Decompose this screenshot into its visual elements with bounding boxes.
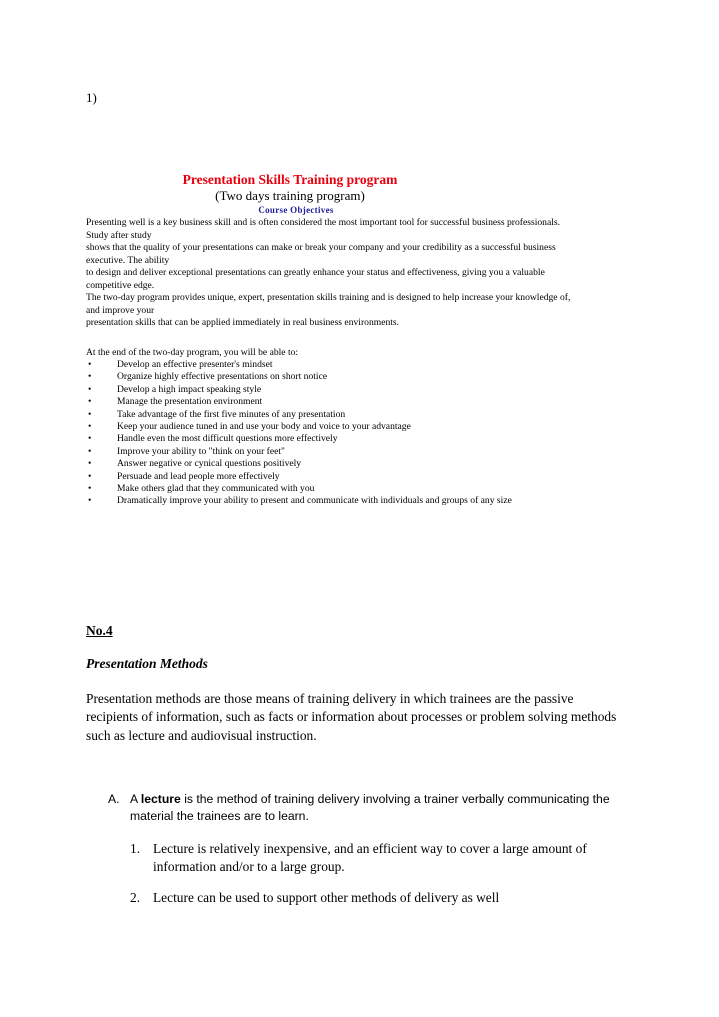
list-item — [86, 446, 646, 458]
program-title: Presentation Skills Training program — [182, 172, 398, 187]
section-description: Presentation methods are those means of training delivery in which trainees are the passive recipients of information, such as facts or information about processes or problem solving methods such as lecture and audiovisual instruction. — [86, 691, 617, 743]
point-prefix: A — [130, 792, 141, 806]
intro-line: and improve your — [86, 304, 155, 316]
item-number: 1) — [86, 90, 97, 105]
objectives-heading: Course Objectives — [258, 205, 334, 215]
bullet-icon: • — [88, 433, 92, 445]
intro-line: Study after study — [86, 229, 152, 241]
sub-point — [130, 840, 630, 877]
bullet-icon: • — [88, 396, 92, 408]
list-item — [86, 396, 646, 408]
point-term: lecture — [140, 792, 181, 806]
list-item — [86, 458, 646, 470]
bullet-icon: • — [88, 371, 92, 383]
intro-line: executive. The ability — [86, 254, 170, 266]
bullet-icon: • — [88, 408, 92, 420]
objectives-lead: At the end of the two-day program, you will be able to: — [86, 347, 299, 358]
bullet-icon: • — [88, 445, 92, 457]
objective-text: Persuade and lead people more effectively — [117, 470, 280, 482]
objective-text: Develop a high impact speaking style — [117, 383, 262, 395]
bullet-icon: • — [88, 359, 92, 370]
point-body — [130, 791, 648, 825]
list-item — [86, 471, 646, 483]
list-item — [86, 359, 646, 371]
bullet-icon: • — [88, 383, 92, 395]
program-subtitle: (Two days training program) — [215, 188, 365, 203]
bullet-icon: • — [88, 470, 92, 482]
list-item — [86, 409, 646, 421]
sub-point-text: Lecture can be used to support other methods of delivery as well — [153, 890, 500, 905]
section-number: No.4 — [86, 623, 113, 638]
list-item — [86, 384, 646, 396]
objective-text: Dramatically improve your ability to present and communicate with individuals and groups of any size — [117, 495, 512, 507]
bullet-icon: • — [88, 458, 92, 470]
list-item — [86, 483, 646, 495]
objective-text: Improve your ability to "think on your feet" — [117, 445, 285, 457]
list-item — [86, 421, 646, 433]
section-title: Presentation Methods — [86, 656, 208, 671]
intro-line: shows that the quality of your presentations can make or break your company and your credibility as a successful business — [86, 242, 556, 253]
intro-line: to design and deliver exceptional presentations can greatly enhance your status and effectiveness, giving you a valuable — [86, 267, 545, 278]
intro-line: The two-day program provides unique, expert, presentation skills training and is designed to help increase your knowledge of, — [86, 292, 571, 303]
objective-text: Answer negative or cynical questions positively — [117, 458, 302, 470]
intro-paragraph — [86, 217, 646, 330]
objective-text: Handle even the most difficult questions more effectively — [117, 433, 338, 445]
list-item — [86, 371, 646, 383]
sub-point-marker: 1. — [130, 841, 141, 856]
point-rest: is the method of training delivery involving a trainer verbally communicating the material the trainees are to learn. — [130, 792, 610, 824]
point-a — [108, 791, 648, 825]
objective-text: Make others glad that they communicated with you — [117, 483, 315, 495]
sub-point-marker: 2. — [130, 890, 141, 905]
objective-text: Take advantage of the first five minutes of any presentation — [117, 408, 346, 420]
objective-text: Manage the presentation environment — [117, 396, 263, 408]
intro-line: Presenting well is a key business skill and is often considered the most important tool for successful business professionals. — [86, 217, 561, 228]
sub-point-text: Lecture is relatively inexpensive, and an efficient way to cover a large amount of information and/or to a large group. — [153, 841, 587, 875]
bullet-icon: • — [88, 483, 92, 495]
point-marker: A. — [108, 792, 120, 806]
intro-line: presentation skills that can be applied immediately in real business environments. — [86, 317, 400, 328]
list-item — [86, 433, 646, 445]
objective-text: Keep your audience tuned in and use your body and voice to your advantage — [117, 421, 411, 433]
objective-text: Develop an effective presenter's mindset — [117, 359, 273, 370]
bullet-icon: • — [88, 495, 92, 507]
objectives-list — [86, 359, 646, 508]
bullet-icon: • — [88, 421, 92, 433]
sub-point — [130, 889, 630, 907]
list-item — [86, 495, 646, 507]
objective-text: Organize highly effective presentations on short notice — [117, 371, 328, 383]
intro-line: competitive edge. — [86, 279, 155, 291]
